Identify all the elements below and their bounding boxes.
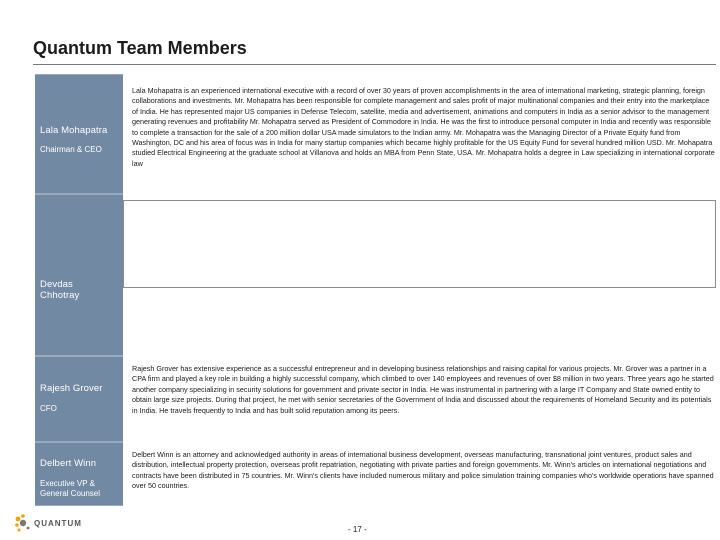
logo-dot — [21, 514, 25, 518]
page-title: Quantum Team Members — [33, 38, 247, 58]
member-bio: Rajesh Grover has extensive experience as a successful entrepreneur and in developing business relationships and raising capital for various projects. Mr. Grover was a partner in a CPA firm and played a key role in building a highly successful company, which climbed to over 140 employees and revenues of over $8 million in two years. Three years ago he started another company specializing in security solutions for government and private sector in India. He was instrumental in partnering with a large IT Company and State owned entity to obtain large size projects. During that project, he met with senior secretaries of the Government of India and discussed about the requirements of Homeland Security and its potentials in India. He travels frequently to India and has built solid reputation among its peers. — [132, 364, 714, 415]
member-card-rajesh-grover — [35, 356, 123, 442]
member-role: CFO — [40, 404, 57, 413]
logo-dot — [27, 527, 30, 530]
member-name: Devdas Chhotray — [40, 279, 80, 301]
member-bio: Delbert Winn is an attorney and acknowledged authority in areas of international business development, overseas manufacturing, transnational joint ventures, product sales and distribution, intellectual property protection, overseas profit repatriation, negotiating with private parties and foreign governments. Mr. Winn's articles on international negotiations and contracts have been distributed in 75 countries. Mr. Winn's clients have included numerous military and police simulation training companies who's worldwide operations have spanned over 50 countries. — [132, 450, 714, 491]
quantum-logo — [14, 513, 104, 535]
member-role: Executive VP & General Counsel — [40, 479, 101, 498]
logo-wordmark: QUANTUM — [34, 519, 82, 528]
quantum-logo-icon — [14, 513, 34, 535]
page-number: - 17 - — [348, 525, 367, 534]
member-card-devdas-chhotray — [35, 194, 123, 356]
logo-dot — [16, 517, 21, 522]
member-name: Delbert Winn — [40, 458, 97, 469]
member-card-lala-mohapatra — [35, 74, 123, 194]
member-name: Rajesh Grover — [40, 383, 103, 394]
logo-dot — [18, 529, 21, 532]
member-bio: Lala Mohapatra is an experienced international executive with a record of over 30 years of proven accomplishments in the area of international marketing, strategic planning, foreign collaborations and investments. Mr. Mohapatra has been responsible for complete management and sales profit of major multinational companies and their entry into the marketplace of India. He has represented major US companies in Defense Telecom, satellite, media and advertisement, animations and computers in India as a senior advisor to the management generating revenues and profitability Mr. Mohapatra served as President of Commodore in India. He was the first to introduce personal computer in India and recently was responsible to complete a transaction for the sale of a 200 million dollar USA made simulators to the Indian army. Mr. Mohapatra was the Managing Director of a Private Equity fund from Washington, DC and his area of focus was in India for many startup companies which became highly profitable for the US Equity Fund for several hundred million USD. Mr. Mohapatra studied Electrical Engineering at the graduate school at Villanova and holds an MBA from Penn State, USA. Mr. Mohapatra holds a degree in Law specializing in international corporate law — [132, 86, 715, 168]
logo-dot — [20, 520, 26, 526]
member-name: Lala Mohapatra — [40, 125, 108, 136]
member-role: Chairman & CEO — [40, 145, 102, 154]
member-card-delbert-winn — [35, 442, 123, 506]
logo-dot — [15, 523, 19, 527]
member-bio-empty-box — [123, 200, 716, 288]
title-divider — [33, 64, 716, 65]
